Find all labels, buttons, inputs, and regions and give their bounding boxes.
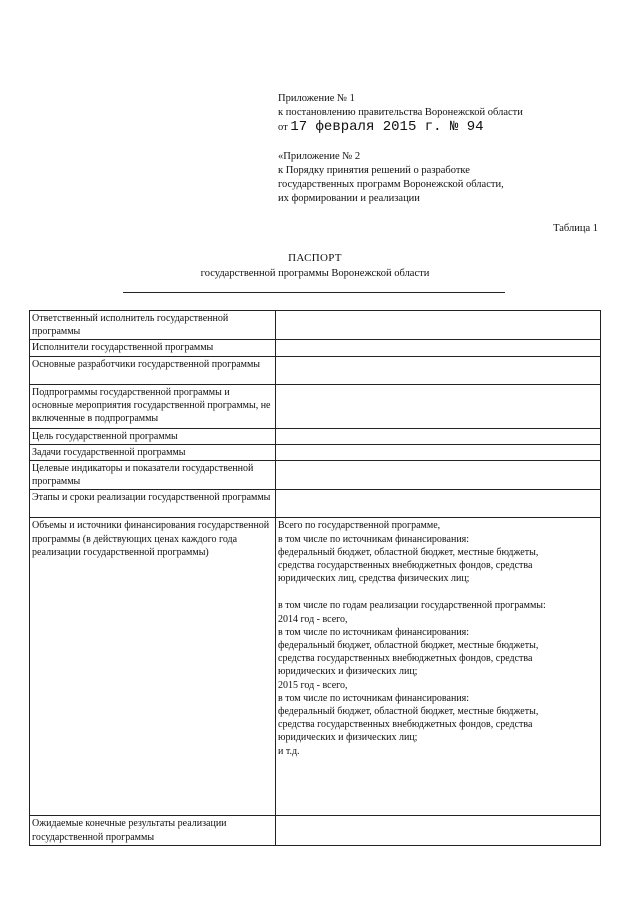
row-value (276, 311, 601, 340)
row-label: Ожидаемые конечные результаты реализации государственной программы (30, 816, 276, 845)
spacer (278, 585, 598, 599)
table-row (30, 816, 601, 845)
financing-year-line: 2014 год - всего, (278, 613, 348, 625)
appendix-1-title: Приложение № 1 (278, 93, 355, 104)
financing-year-line: в том числе по источникам финансирования: (278, 626, 470, 638)
row-label: Объемы и источники финансирования государственной программы (в действующих ценах каждого года реализации государственной программы) (30, 518, 276, 816)
row-value (276, 490, 601, 518)
title-underline (123, 292, 505, 293)
row-label: Цель государственной программы (30, 428, 276, 444)
appendix-2-line-4: их формировании и реализации (278, 193, 420, 204)
table-label: Таблица 1 (553, 223, 598, 234)
row-label: Этапы и сроки реализации государственной программы (30, 490, 276, 518)
financing-year-line: 2015 год - всего, (278, 679, 348, 691)
row-label: Целевые индикаторы и показатели государственной программы (30, 461, 276, 490)
row-value (276, 428, 601, 444)
row-value (276, 384, 601, 428)
appendix-2-title: «Приложение № 2 (278, 151, 361, 162)
financing-year-line: федеральный бюджет, областной бюджет, местные бюджеты, (278, 706, 539, 718)
table-row (30, 461, 601, 490)
passport-table (29, 310, 601, 846)
appendix-2-header (278, 150, 618, 206)
financing-year-line: федеральный бюджет, областной бюджет, местные бюджеты, (278, 640, 539, 652)
row-label: Исполнители государственной программы (30, 340, 276, 356)
table-row-financing (30, 518, 601, 816)
row-value (276, 444, 601, 460)
financing-year-line: юридических и физических лиц; (278, 732, 418, 744)
appendix-1-header (278, 92, 618, 135)
date-prefix: от (278, 122, 288, 133)
financing-total-line: федеральный бюджет, областной бюджет, местные бюджеты, (278, 546, 539, 558)
financing-year-line: и т.д. (278, 745, 300, 757)
table-row (30, 356, 601, 384)
financing-year-line: средства государственных внебюджетных фондов, средства (278, 653, 533, 665)
row-value (276, 356, 601, 384)
table-row (30, 340, 601, 356)
resolution-date-number: 17 февраля 2015 г. № 94 (290, 119, 484, 135)
financing-total-line: средства государственных внебюджетных фондов, средства (278, 560, 533, 572)
appendix-1-resolution: к постановлению правительства Воронежской области (278, 107, 523, 118)
row-value (276, 461, 601, 490)
passport-subtitle: государственной программы Воронежской области (200, 268, 430, 279)
row-value (276, 816, 601, 845)
row-label: Ответственный исполнитель государственной программы (30, 311, 276, 340)
appendix-2-line-3: государственных программ Воронежской области, (278, 179, 504, 190)
table-row (30, 311, 601, 340)
passport-title: ПАСПОРТ (288, 252, 342, 264)
financing-year-line: в том числе по годам реализации государственной программы: (278, 600, 546, 612)
appendix-2-line-2: к Порядку принятия решений о разработке (278, 165, 470, 176)
table-row (30, 428, 601, 444)
table-row (30, 444, 601, 460)
financing-total-line: юридических лиц, средства физических лиц; (278, 573, 470, 585)
financing-total-line: в том числе по источникам финансирования: (278, 533, 470, 545)
row-label: Основные разработчики государственной программы (30, 356, 276, 384)
row-value (276, 340, 601, 356)
row-label: Подпрограммы государственной программы и основные мероприятия государственной программы, не включенные в подпрограммы (30, 384, 276, 428)
financing-total-line: Всего по государственной программе, (278, 520, 441, 532)
row-label: Задачи государственной программы (30, 444, 276, 460)
appendix-1-date-line (278, 120, 618, 135)
financing-details (276, 518, 601, 816)
financing-year-line: в том числе по источникам финансирования: (278, 692, 470, 704)
financing-year-line: юридических и физических лиц; (278, 666, 418, 678)
financing-year-line: средства государственных внебюджетных фондов, средства (278, 719, 533, 731)
table-row (30, 384, 601, 428)
table-row (30, 490, 601, 518)
